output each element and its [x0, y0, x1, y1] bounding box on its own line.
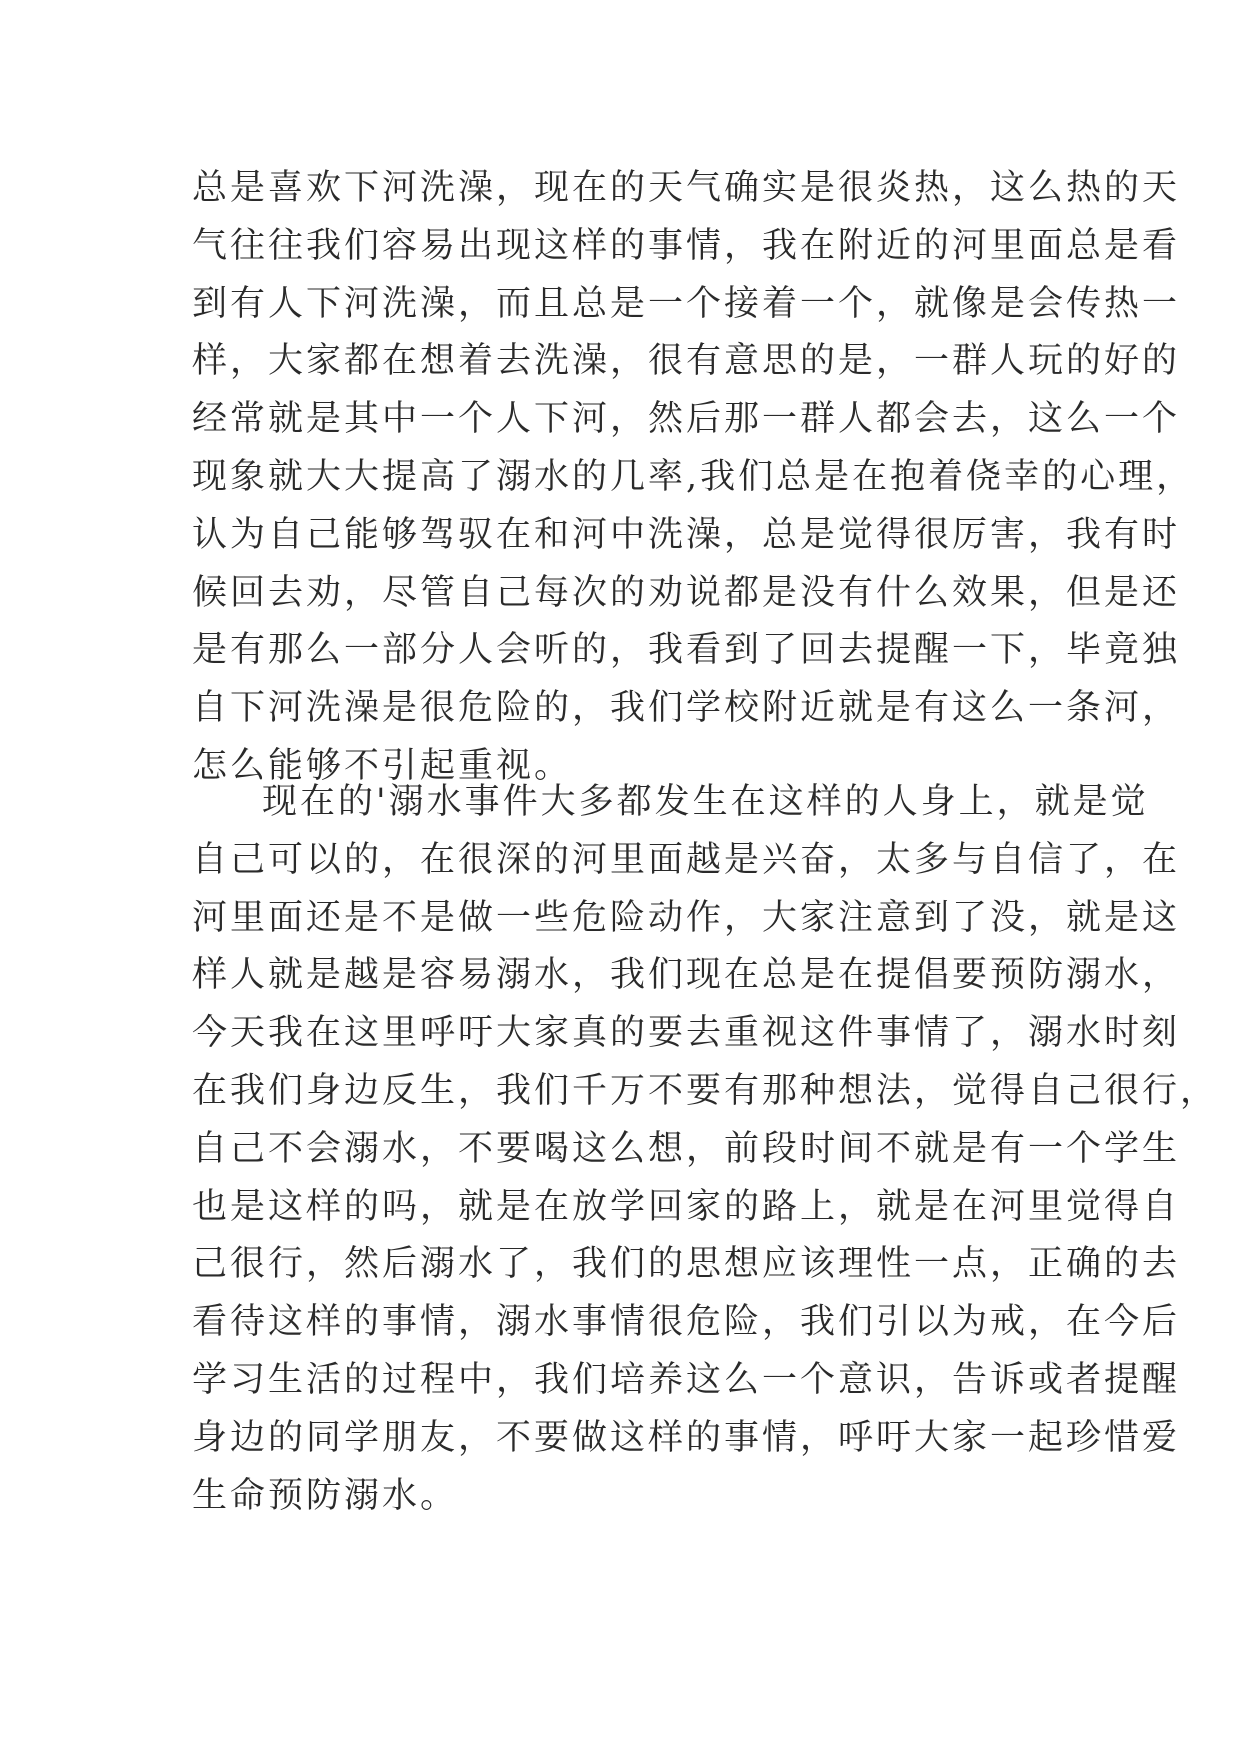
paragraph-1	[192, 160, 1195, 796]
paragraph-line: 己很行，然后溺水了，我们的思想应该理性一点，正确的去	[192, 1244, 1181, 1285]
paragraph-line: 总是喜欢下河洗澡，现在的天气确实是很炎热，这么热的天	[192, 168, 1181, 208]
paragraph-2	[192, 774, 1219, 1525]
paragraph-line: 生命预防溺水。	[192, 1475, 459, 1516]
paragraph-line: 学习生活的过程中，我们培养这么一个意识，告诉或者提醒	[192, 1359, 1181, 1400]
paragraph-line: 河里面还是不是做一些危险动作，大家注意到了没，就是这	[192, 897, 1181, 938]
paragraph-line: 候回去劝，尽管自己每次的劝说都是没有什么效果，但是还	[192, 572, 1181, 613]
paragraph-line: 怎么能够不引起重视。	[192, 745, 573, 786]
paragraph-line: 气往往我们容易出现这样的事情，我在附近的河里面总是看	[192, 225, 1181, 266]
paragraph-first-line: 现在的'溺水事件大多都发生在这样的人身上，就是觉	[262, 782, 1149, 822]
paragraph-line: 今天我在这里呼吁大家真的要去重视这件事情了，溺水时刻	[192, 1013, 1181, 1054]
paragraph-line: 也是这样的吗，就是在放学回家的路上，就是在河里觉得自	[192, 1186, 1181, 1227]
paragraph-line: 经常就是其中一个人下河，然后那一群人都会去，这么一个	[192, 399, 1181, 440]
paragraph-line: 自下河洗澡是很危险的，我们学校附近就是有这么一条河，	[192, 688, 1181, 729]
paragraph-line: 样，大家都在想着去洗澡，很有意思的是，一群人玩的好的	[192, 341, 1181, 382]
paragraph-line: 样人就是越是容易溺水，我们现在总是在提倡要预防溺水，	[192, 955, 1181, 996]
paragraph-line: 自己可以的，在很深的河里面越是兴奋，太多与自信了，在	[192, 839, 1181, 880]
paragraph-line: 是有那么一部分人会听的，我看到了回去提醒一下，毕竟独	[192, 630, 1181, 671]
paragraph-line: 现象就大大提高了溺水的几率,我们总是在抱着侥幸的心理，	[192, 456, 1195, 497]
paragraph-line: 到有人下河洗澡，而且总是一个接着一个，就像是会传热一	[192, 283, 1181, 324]
paragraph-line: 自己不会溺水，不要喝这么想，前段时间不就是有一个学生	[192, 1128, 1181, 1169]
paragraph-line: 看待这样的事情，溺水事情很危险，我们引以为戒，在今后	[192, 1302, 1181, 1343]
paragraph-line: 认为自己能够驾驭在和河中洗澡，总是觉得很厉害，我有时	[192, 514, 1181, 555]
paragraph-line: 身边的同学朋友，不要做这样的事情，呼吁大家一起珍惜爱	[192, 1417, 1181, 1458]
paragraph-line: 在我们身边反生，我们千万不要有那种想法，觉得自己很行，	[192, 1070, 1219, 1111]
